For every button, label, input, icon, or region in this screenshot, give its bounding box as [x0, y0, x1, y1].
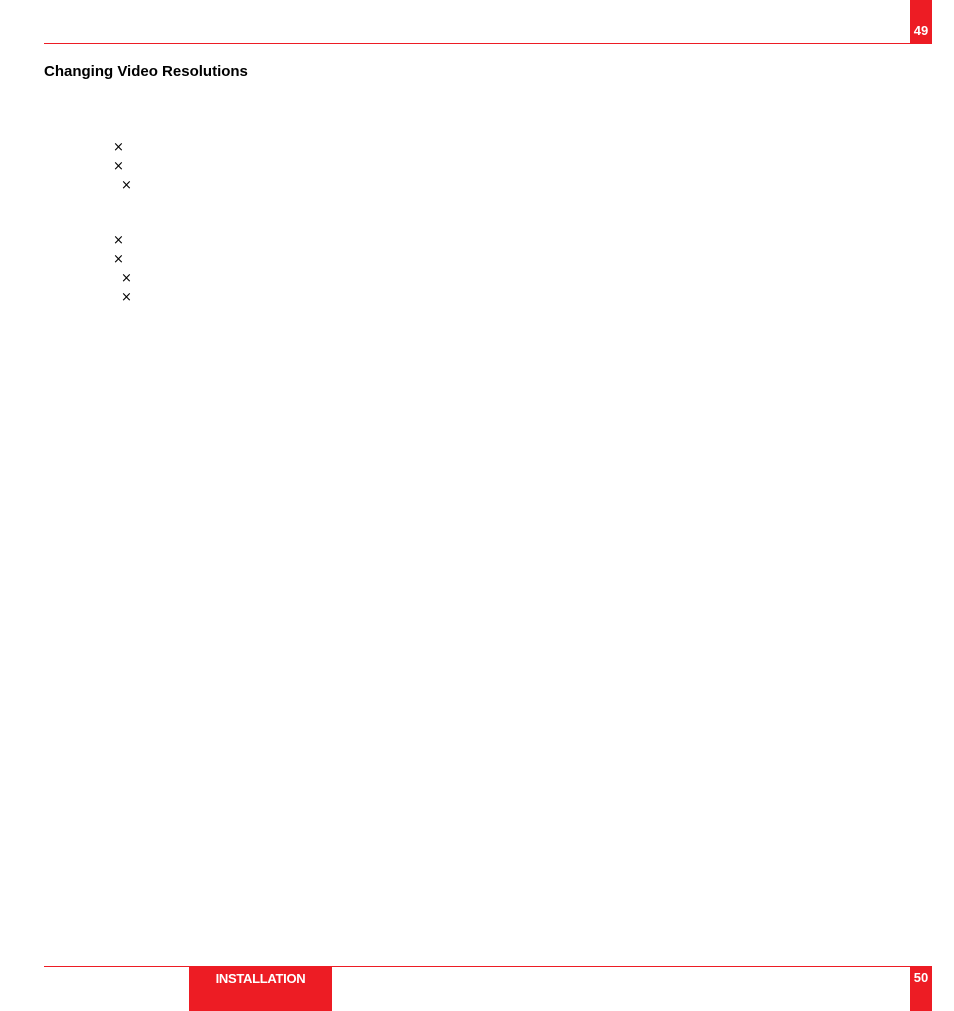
section-heading: Changing Video Resolutions [44, 63, 248, 80]
times-icon: × [113, 140, 124, 155]
page-number-top: 49 [910, 0, 932, 44]
times-icon: × [121, 271, 132, 286]
times-icon: × [113, 252, 124, 267]
times-icon: × [113, 233, 124, 248]
header-rule [44, 43, 932, 44]
times-icon: × [113, 159, 124, 174]
page-number-bottom: 50 [910, 966, 932, 1011]
section-label-installation: INSTALLATION [189, 966, 332, 1011]
times-icon: × [121, 178, 132, 193]
footer-rule [44, 966, 932, 967]
times-icon: × [121, 290, 132, 305]
